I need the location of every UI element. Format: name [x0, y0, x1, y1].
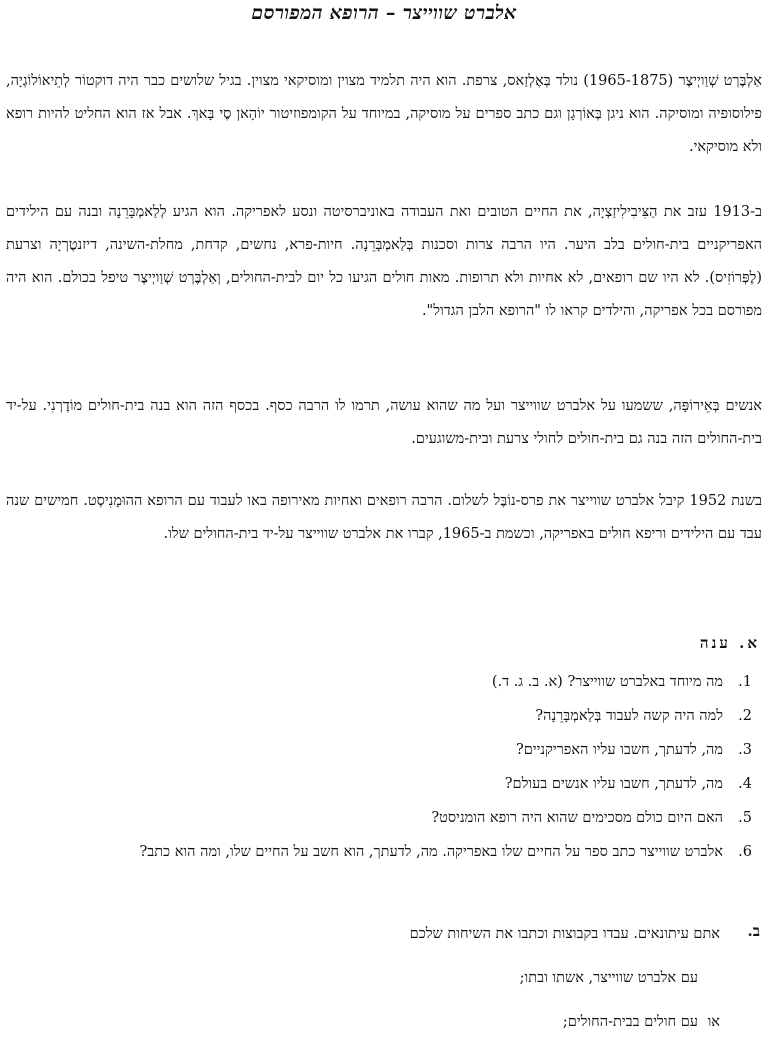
question-number: 2.	[738, 708, 752, 724]
paragraph-biography: אַלְבֶּרְט שְׁוַויְיצֶר (1965-1875) נולד בְּאֶלְזַאס, צרפת. הוא היה תלמיד מצוין ומוסיקאי מצוין. בגיל שלושים כבר היה דוקטוֹר לְתֵיאוֹלוֹגְיָה, פילוסופיה ומוסיקה. הוא ניגן בְּאוֹרְגָן וגם כתב ספרים על מוסיקה, במיוחד על הקומפוזיטור יוֹהָאן סֶי בָּאךְ. אבל אז הוא החליט להיות רופא ולא מוסיקאי.	[6, 73, 762, 155]
paragraph-africa: ב-1913 עזב את הַצִּיבִילִיזַצְיָה, את החיים הטובים ואת העבודה באוניברסיטה ונסע לאפריקה. הוא הגיע לְלַאמְבָּרֵנָה ובנה עם הילידים האפריקניים בית-חולים בלב היער. היו הרבה צרות וסכנות בְּלַאמְבָּרֵנָה. חיות-פרא, נחשים, קדחת, מחלת-השינה, דיזנטֶרְיָה וצרעת (לֶפְּרוֹזִיס). לא היו שם רופאים, לא אחיות ולא תרופות. מאות חולים הגיעו כל יום לבית-החולים, וְאַלְבֶּרְט שְׁוַויְיצֶר טיפל בכולם. הוא היה מפורסם בכל אפריקה, והילדים קראו לו "הרופא הלבן הגדול".	[6, 204, 762, 319]
question-text: האם היום כולם מסכימים שהוא היה רופא הומניסט?	[431, 810, 723, 826]
question-number: 4.	[738, 776, 752, 792]
question-item	[20, 735, 768, 769]
task-option-text: עם אלברט שווייצר, אשתו ובתו;	[519, 970, 698, 986]
question-list	[20, 667, 768, 871]
question-text: מה מיוחד באלברט שווייצר? (א. ב. ג. ד.)	[491, 674, 723, 690]
question-number: 1.	[738, 674, 752, 690]
question-text: מה, לדעתך, חשבו עליו האפריקניים?	[515, 742, 723, 758]
question-number: 6.	[738, 844, 752, 860]
question-number: 3.	[738, 742, 752, 758]
section-b-heading: ב.	[747, 922, 760, 940]
question-number: 5.	[738, 810, 752, 826]
task-option	[410, 962, 720, 1006]
question-item	[20, 837, 768, 871]
question-text: מה, לדעתך, חשבו עליו אנשים בעולם?	[504, 776, 723, 792]
question-item	[20, 667, 768, 701]
question-item	[20, 803, 768, 837]
page-title: אלברט שווייצר – הרופא המפורסם	[251, 2, 517, 24]
question-text: למה היה קשה לעבוד בְּלַאמְבָּרֵנָה?	[535, 708, 723, 724]
question-item	[20, 701, 768, 735]
question-text: אלברט שווייצר כתב ספר על החיים שלו באפריקה. מה, לדעתך, הוא חשב על החיים שלו, ומה הוא כתב?	[139, 844, 723, 860]
paragraph-nobel-prize: בשנת 1952 קיבל אלברט שווייצר את פרס-נוֹבֶּל לשלום. הרבה רופאים ואחיות מאירופה באו לעבוד עם הרופא ההוּמָנִיסְט. חמישים שנה עבד עם הילידים וריפא חולים באפריקה, וכשמת ב-1965, קברו את אלברט שווייצר על-יד בית-החולים שלו.	[6, 493, 763, 542]
question-item	[20, 769, 768, 803]
section-a-heading: א. ענה	[699, 634, 760, 652]
task-option-text: עם חולים בבית-החולים;	[562, 1014, 698, 1030]
task-intro: אתם עיתונאים. עבדו בקבוצות וכתבו את השיחות שלכם	[409, 926, 720, 942]
task-option	[410, 1006, 720, 1050]
task-list	[410, 918, 720, 1050]
paragraph-europe-donations: אנשים בְּאֵירוֹפָּה, ששמעו על אלברט שווייצר ועל מה שהוא עושה, תרמו לו הרבה כסף. בכסף הזה הוא בנה בית-חולים מוֹדֶרְנִי. על-יד בית-החולים הזה בנה גם בית-חולים לחולי צרעת ובית-משוגעים.	[6, 398, 762, 447]
task-option-or: או	[707, 1014, 720, 1030]
